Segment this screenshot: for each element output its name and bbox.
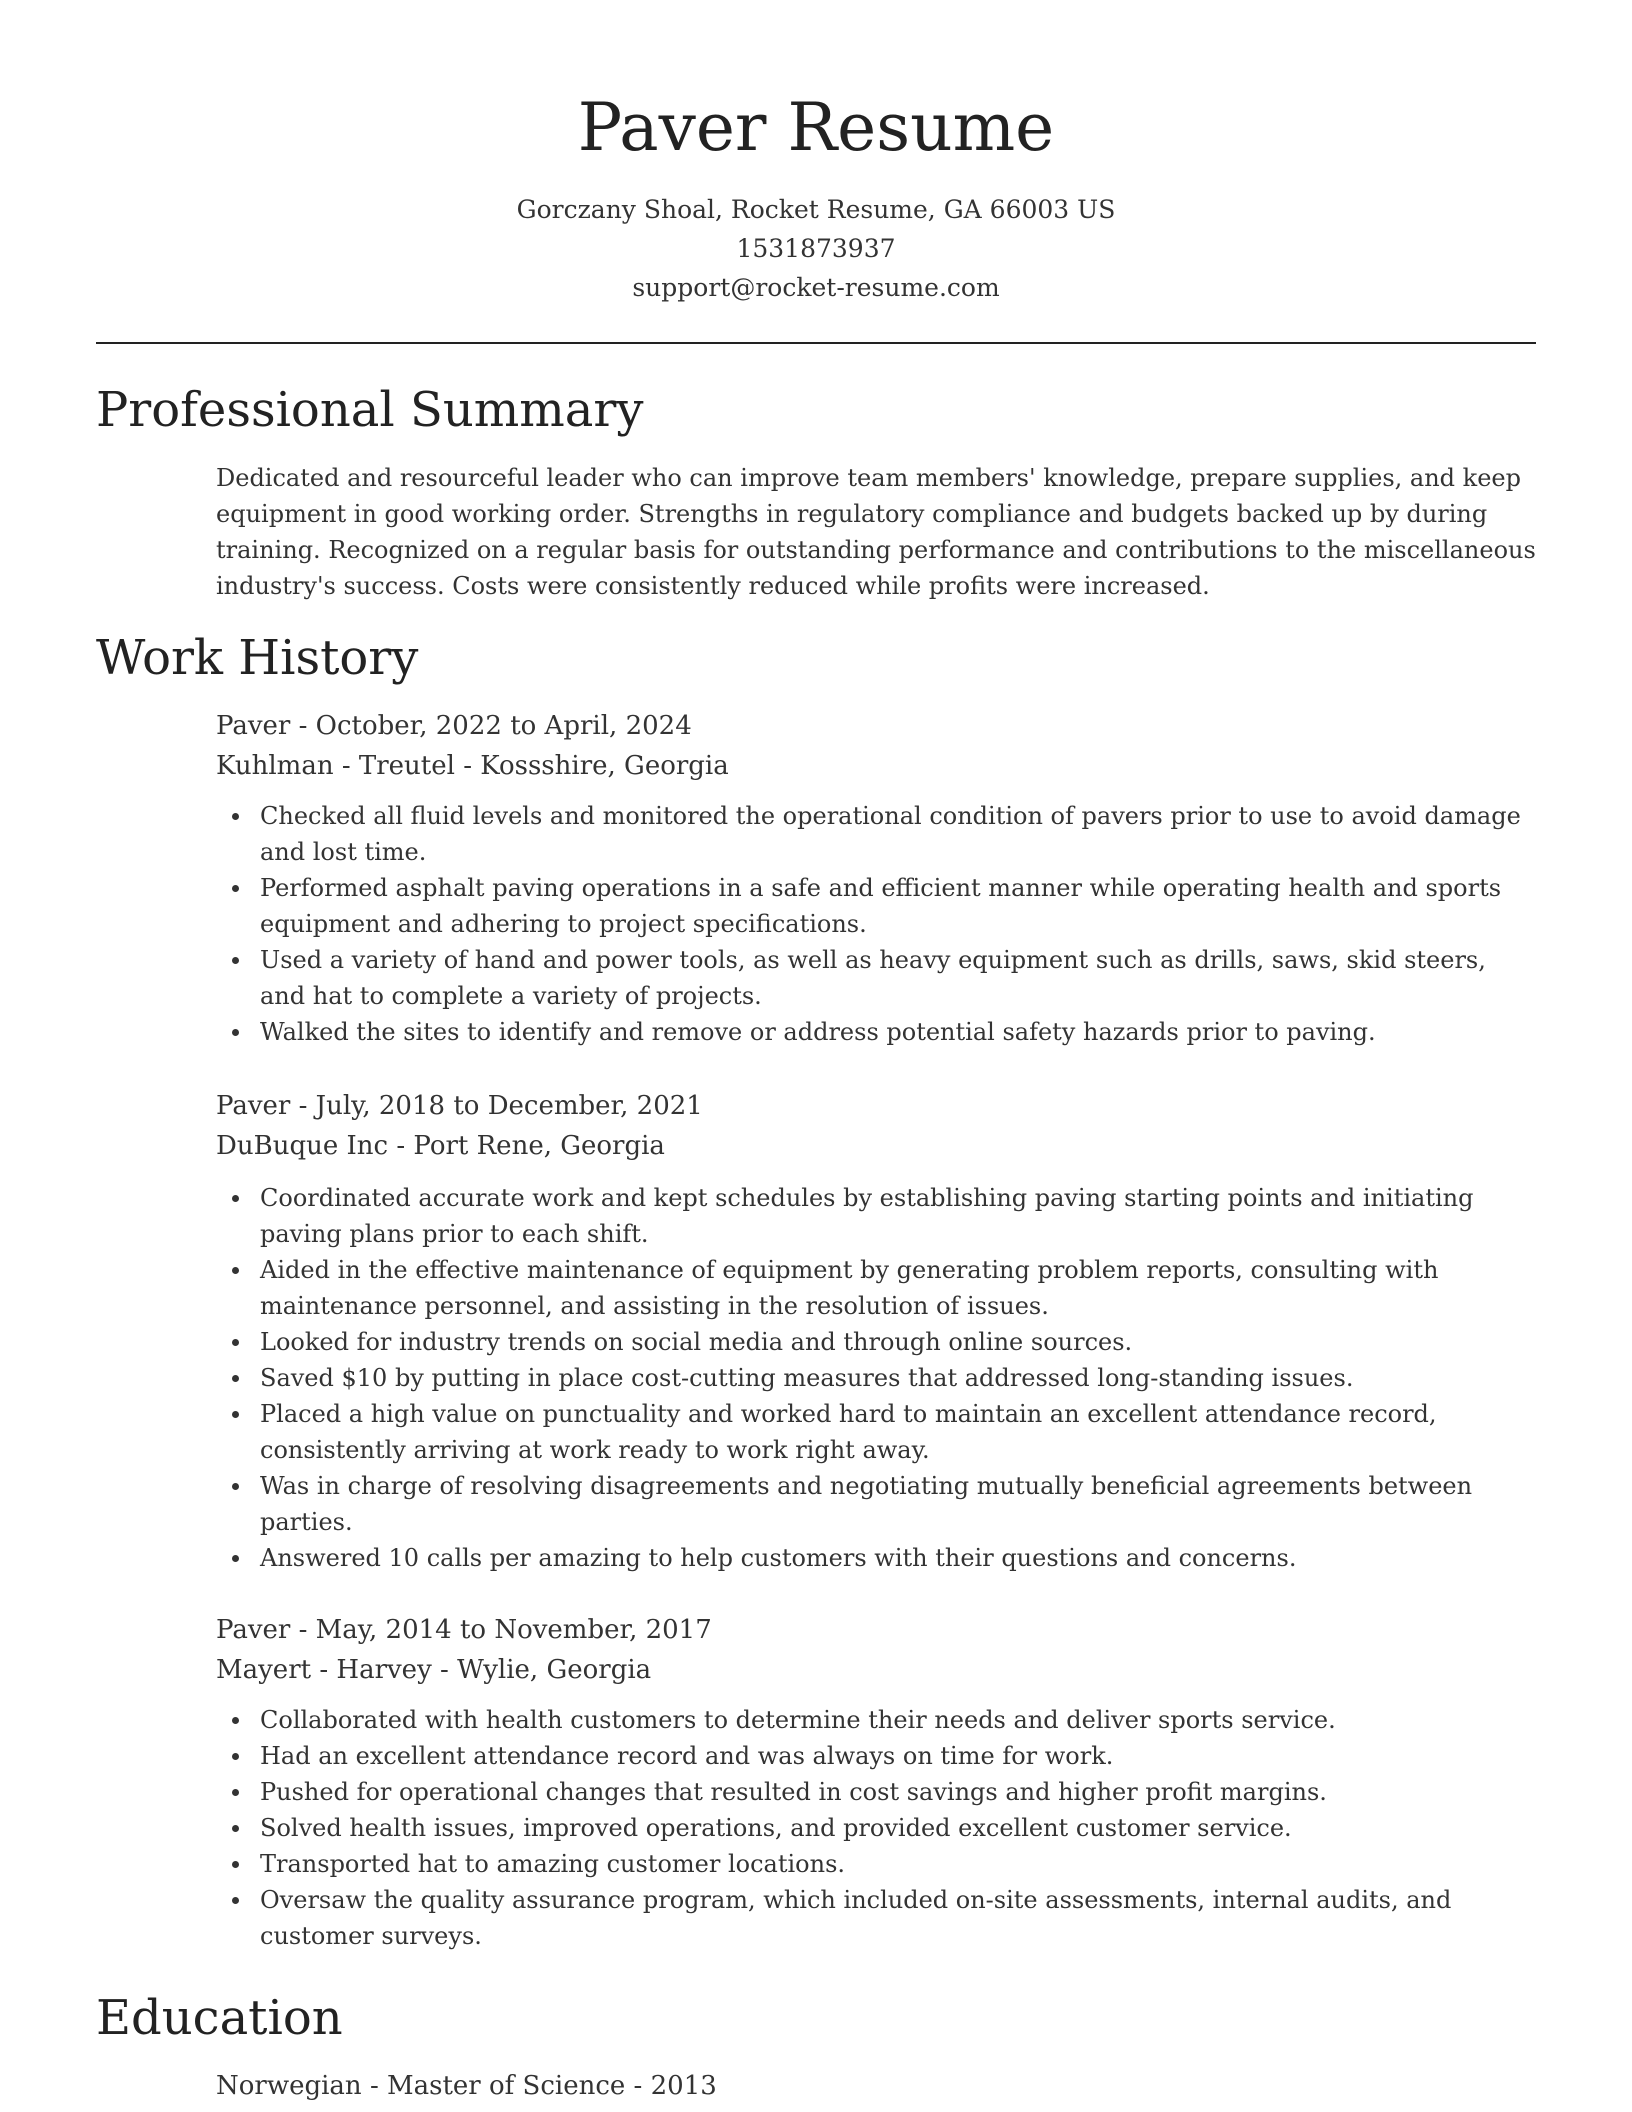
bullet-dot — [232, 1267, 239, 1274]
list-item — [216, 798, 1536, 870]
job-title-line: Paver - May, 2014 to November, 2017 — [216, 1615, 712, 1645]
list-item — [216, 1738, 1536, 1774]
bullet-text: Answered 10 calls per amazing to help customers with their questions and concerns. — [260, 1544, 1297, 1572]
bullet-text: Solved health issues, improved operations, and provided excellent customer service. — [260, 1814, 1292, 1842]
bullet-dot — [232, 1339, 239, 1346]
job-entry — [216, 1086, 1536, 1576]
summary-heading: Professional Summary — [96, 382, 644, 438]
list-item — [216, 1846, 1536, 1882]
job-company-line: DuBuque Inc - Port Rene, Georgia — [216, 1131, 665, 1161]
contact-email: support@rocket-resume.com — [632, 273, 1000, 302]
resume-header — [0, 0, 1632, 307]
list-item — [216, 1360, 1536, 1396]
education-entry — [216, 2066, 1536, 2106]
bullet-dot — [232, 1411, 239, 1418]
bullet-text: Coordinated accurate work and kept schedules by establishing paving starting points and initiating paving plans prior to each shift. — [260, 1184, 1474, 1248]
bullet-dot — [232, 1195, 239, 1202]
job-bullets — [216, 798, 1536, 1050]
job-title-line: Paver - October, 2022 to April, 2024 — [216, 711, 692, 741]
job-entry — [216, 706, 1536, 1050]
job-company-line: Mayert - Harvey - Wylie, Georgia — [216, 1655, 652, 1685]
bullet-dot — [232, 1483, 239, 1490]
contact-phone: 1531873937 — [736, 234, 896, 263]
bullet-text: Was in charge of resolving disagreements and negotiating mutually beneficial agreements between parties. — [260, 1472, 1473, 1536]
job-title-line: Paver - July, 2018 to December, 2021 — [216, 1091, 703, 1121]
list-item — [216, 1540, 1536, 1576]
list-item — [216, 1014, 1536, 1050]
resume-title: Paver Resume — [577, 89, 1055, 166]
bullet-text: Aided in the effective maintenance of equipment by generating problem reports, consulting with maintenance personnel, and assisting in the resolution of issues. — [260, 1256, 1439, 1320]
work-history-heading: Work History — [96, 630, 419, 686]
bullet-dot — [232, 1717, 239, 1724]
education-line: Norwegian - Master of Science - 2013 — [216, 2071, 717, 2101]
list-item — [216, 1702, 1536, 1738]
list-item — [216, 1468, 1536, 1540]
job-company-line: Kuhlman - Treutel - Kossshire, Georgia — [216, 751, 729, 781]
list-item — [216, 1324, 1536, 1360]
list-item — [216, 870, 1536, 942]
job-bullets — [216, 1180, 1536, 1576]
bullet-dot — [232, 1029, 239, 1036]
bullet-dot — [232, 1789, 239, 1796]
bullet-text: Pushed for operational changes that resulted in cost savings and higher profit margins. — [260, 1778, 1327, 1806]
bullet-text: Placed a high value on punctuality and worked hard to maintain an excellent attendance record, consistently arriving at work ready to work right away. — [260, 1400, 1437, 1464]
bullet-text: Looked for industry trends on social media and through online sources. — [260, 1328, 1133, 1356]
list-item — [216, 1252, 1536, 1324]
bullet-text: Transported hat to amazing customer locations. — [260, 1850, 846, 1878]
job-bullets — [216, 1702, 1536, 1954]
bullet-dot — [232, 1825, 239, 1832]
bullet-dot — [232, 957, 239, 964]
list-item — [216, 1810, 1536, 1846]
list-item — [216, 1882, 1536, 1954]
bullet-dot — [232, 1375, 239, 1382]
bullet-dot — [232, 813, 239, 820]
bullet-text: Saved $10 by putting in place cost-cutting measures that addressed long-standing issues. — [260, 1364, 1354, 1392]
list-item — [216, 942, 1536, 1014]
bullet-dot — [232, 1555, 239, 1562]
bullet-text: Had an excellent attendance record and was always on time for work. — [260, 1742, 1114, 1770]
list-item — [216, 1396, 1536, 1468]
bullet-text: Used a variety of hand and power tools, as well as heavy equipment such as drills, saws, skid steers, and hat to complete a variety of projects. — [260, 946, 1486, 1010]
header-divider — [96, 342, 1536, 344]
summary-text: Dedicated and resourceful leader who can improve team members' knowledge, prepare supplies, and keep equipment in good working order. Strengths in regulatory compliance and budgets backed up by during training. Recognized on a regular basis for outstanding performance and contributions to the miscellaneous industry's success. Costs were consistently reduced while profits were increased. — [216, 464, 1536, 600]
bullet-text: Performed asphalt paving operations in a safe and efficient manner while operating health and sports equipment and adhering to project specifications. — [260, 874, 1502, 938]
contact-block — [0, 190, 1632, 307]
bullet-text: Checked all fluid levels and monitored the operational condition of pavers prior to use to avoid damage and lost time. — [260, 802, 1521, 866]
list-item — [216, 1180, 1536, 1252]
bullet-dot — [232, 1861, 239, 1868]
job-entry — [216, 1610, 1536, 1954]
contact-address: Gorczany Shoal, Rocket Resume, GA 66003 US — [516, 195, 1116, 224]
list-item — [216, 1774, 1536, 1810]
bullet-text: Walked the sites to identify and remove or address potential safety hazards prior to paving. — [260, 1018, 1376, 1046]
bullet-text: Collaborated with health customers to determine their needs and deliver sports service. — [260, 1706, 1336, 1734]
bullet-dot — [232, 885, 239, 892]
bullet-dot — [232, 1897, 239, 1904]
bullet-text: Oversaw the quality assurance program, which included on-site assessments, internal audits, and customer surveys. — [260, 1886, 1452, 1950]
education-heading: Education — [96, 1990, 343, 2046]
summary-body — [216, 460, 1536, 604]
bullet-dot — [232, 1753, 239, 1760]
